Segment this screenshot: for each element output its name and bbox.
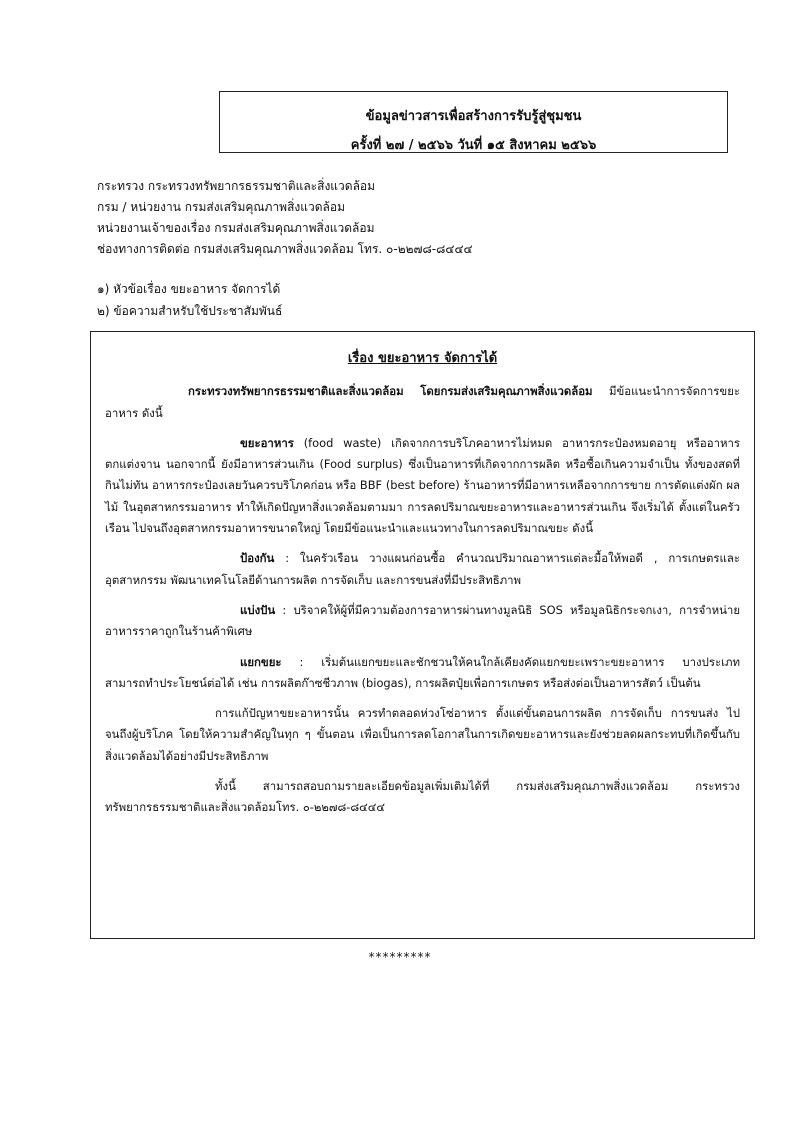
topic-message: ๒) ข้อความสำหรับใช้ประชาสัมพันธ์ [97, 304, 283, 318]
meta-ministry: กระทรวง กระทรวงทรัพยากรธรรมชาติและสิ่งแวดล้อม [97, 179, 376, 193]
food-waste-paragraph [105, 433, 740, 539]
topics-block [97, 278, 282, 322]
topic-heading: ๑) หัวข้อเรื่อง ขยะอาหาร จัดการได้ [97, 282, 281, 296]
meta-department: กรม / หน่วยงาน กรมส่งเสริมคุณภาพสิ่งแวดล้อม [97, 200, 346, 214]
food-waste-text: (food waste) เกิดจากการบริโภคอาหารไม่หมด อาหารกระป๋องหมดอายุ หรืออาหารตกแต่งจาน นอกจากนี้ ยังมีอาหารส่วนเกิน (Food surplus) ซึ่งเป็นอาหารที่เกิดจากการผลิต หรือซื้อเกินความจำเป็น ทั้งของสดที่กินไม่ทัน อาหารกระป๋องเลยวันควรบริโภคก่อน หรือ BBF (best before) ร้านอาหารที่มีอาหารเหลือจากการขาย การตัดแต่งผัก ผลไม้ ในอุตสาหกรรมอาหาร ทำให้เกิดปัญหาสิ่งแวดล้อมตามมา การลดปริมาณขยะอาหารและอาหารส่วนเกิน จึงเริ่มได้ ตั้งแต่ในครัวเรือน ไปจนถึงอุตสาหกรรมอาหารขนาดใหญ่ โดยมีข้อแนะนำและแนวทางในการลดปริมาณขยะ ดังนี้ [105, 435, 740, 536]
meta-owner: หน่วยงานเจ้าของเรื่อง กรมส่งเสริมคุณภาพสิ่งแวดล้อม [97, 221, 375, 235]
prevent-term: ป้องกัน [240, 551, 275, 566]
meta-contact: ช่องทางการติดต่อ กรมส่งเสริมคุณภาพสิ่งแวดล้อม โทร. ๐-๒๒๗๘-๘๔๔๔ [97, 242, 473, 256]
intro-text: มีข้อแนะนำการจัดการขยะอาหาร ดังนี้ [105, 384, 740, 420]
intro-paragraph [105, 381, 740, 424]
end-mark: ********* [368, 950, 432, 964]
prevent-paragraph [105, 548, 740, 591]
article-title: เรื่อง ขยะอาหาร จัดการได้ [347, 351, 498, 366]
intro-bold: กระทรวงทรัพยากรธรรมชาติและสิ่งแวดล้อม โดยกรมส่งเสริมคุณภาพสิ่งแวดล้อม [188, 384, 593, 399]
share-term: แบ่งปัน [240, 602, 276, 617]
contact-paragraph: ทั้งนี้ สามารถสอบถามรายละเอียดข้อมูลเพิ่มเติมได้ที่ กรมส่งเสริมคุณภาพสิ่งแวดล้อม กระทรวงทรัพยากรธรรมชาติและสิ่งแวดล้อมโทร. ๐-๒๒๗๘-๘๔๔๔ [105, 779, 740, 815]
header-title: ข้อมูลข่าวสารเพื่อสร้างการรับรู้สู่ชุมชน [365, 109, 582, 124]
header-box [219, 91, 728, 153]
solution-paragraph: การแก้ปัญหาขยะอาหารนั้น ควรทำตลอดห่วงโซ่อาหาร ตั้งแต่ขั้นตอนการผลิต การจัดเก็บ การขนส่ง ไปจนถึงผู้บริโภค โดยให้ความสำคัญในทุก ๆ ขั้นตอน เพื่อเป็นการลดโอกาสในการเกิดขยะอาหารและยังช่วยลดผลกระทบที่เกิดขึ้นกับสิ่งแวดล้อมได้อย่างมีประสิทธิภาพ [105, 706, 740, 763]
separate-text: : เริ่มต้นแยกขยะและชักชวนให้คนใกล้เคียงคัดแยกขยะเพราะขยะอาหาร บางประเภท สามารถทำประโยชน์ต่อได้ เช่น การผลิตก๊าซชีวภาพ (biogas), การผลิตปุ๋ยเพื่อการเกษตร หรือส่งต่อเป็นอาหารสัตว์ เป็นต้น [105, 654, 740, 690]
share-text: : บริจาคให้ผู้ที่มีความต้องการอาหารผ่านทางมูลนิธิ SOS หรือมูลนิธิกระจกเงา, การจำหน่ายอาหารราคาถูกในร้านค้าพิเศษ [105, 602, 740, 639]
article-box [90, 331, 755, 939]
header-issue: ครั้งที่ ๒๗ / ๒๕๖๖ วันที่ ๑๕ สิงหาคม ๒๕๖๖ [350, 138, 597, 153]
separate-term: แยกขยะ [240, 654, 282, 669]
prevent-text: : ในครัวเรือน วางแผนก่อนซื้อ คำนวณปริมาณอาหารแต่ละมื้อให้พอดี , การเกษตรและอุตสาหกรรม พัฒนาเทคโนโลยีด้านการผลิต การจัดเก็บ และการขนส่งที่มีประสิทธิภาพ [105, 551, 740, 587]
share-paragraph [105, 600, 740, 643]
meta-block [97, 176, 473, 260]
food-waste-term: ขยะอาหาร [240, 435, 294, 450]
separate-paragraph [105, 652, 740, 695]
